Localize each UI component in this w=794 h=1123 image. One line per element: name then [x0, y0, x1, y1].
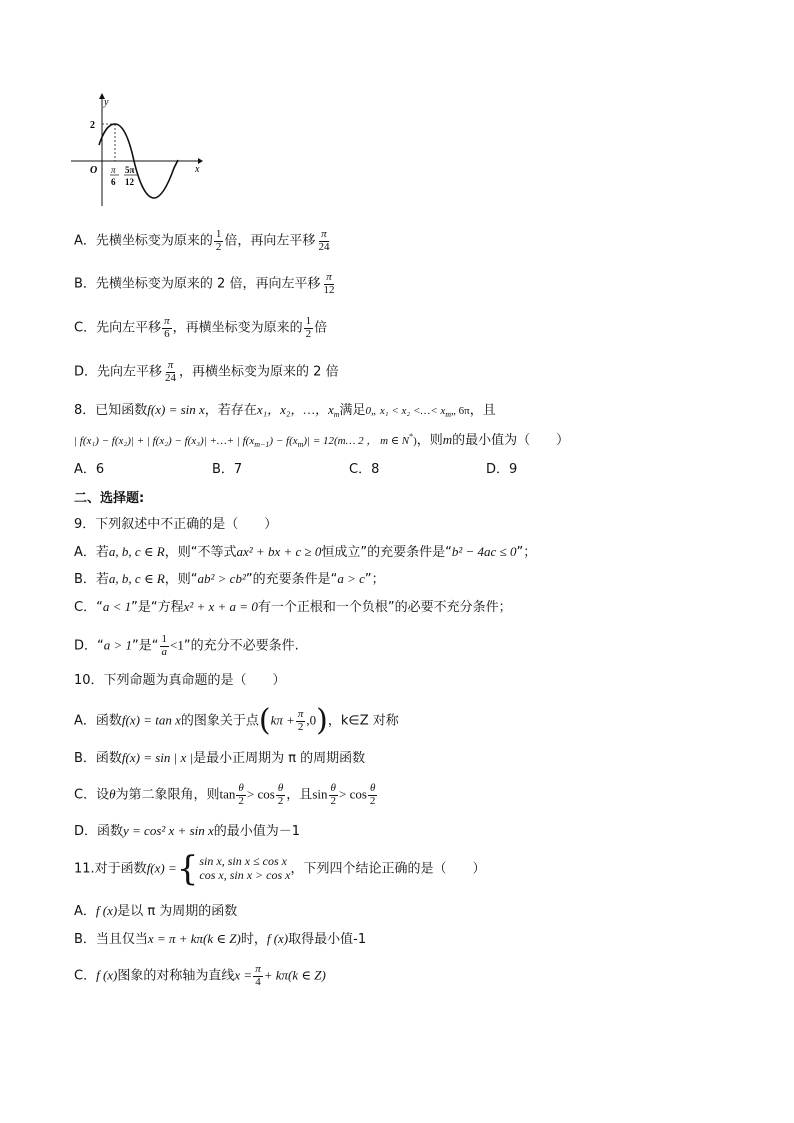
fraction: $\frac{1}{a}$ — [161, 633, 168, 658]
q8-stem-line1: 8．已知函数f(x) = sin x，若存在x₁，x₂，…，$x_m$满足0„ x₁ < x₂ <…< $x_m„$ 6π，且 — [74, 402, 496, 419]
q10-option-b: B．函数f(x) = sin | x |是最小正周期为 π 的周期函数 — [74, 750, 366, 766]
graph-x-tick2-den: 12 — [125, 177, 134, 187]
q8-option-c: C．8 — [349, 462, 380, 477]
graph-x-tick1-den: 6 — [111, 177, 116, 187]
fraction: $\frac{\pi}{6}$ — [164, 315, 170, 340]
graph-x-label: x — [195, 164, 200, 175]
q8-option-d: D．9 — [486, 462, 518, 477]
q7-option-c: C．先向左平移 $\frac{\pi}{6}$ ，再横坐标变为原来的 $\frac{1}{2}$ 倍 — [74, 315, 328, 340]
q9-option-a: A．若a, b, c ∈ R，则“不等式ax² + bx + c ≥ 0恒成立”的充要条件是“b² − 4ac ≤ 0”； — [74, 544, 537, 560]
fraction: $\frac{\pi}{2}$ — [297, 707, 304, 733]
q7-option-b: B．先横坐标变为原来的 2 倍，再向左平移 $\frac{\pi}{12}$ — [74, 271, 335, 296]
fraction: $\frac{\theta}{2}$ — [238, 782, 244, 807]
fraction: $\frac{1}{2}$ — [215, 228, 222, 253]
graph-x-tick1-num: π — [111, 165, 116, 175]
fraction: $\frac{\theta}{2}$ — [369, 782, 376, 807]
q8-option-b: B．7 — [212, 462, 243, 477]
q10-option-c: C．设θ为第二象限角，则tan $\frac{\theta}{2}$ > cos $\frac{\theta}{2}$ ，且sin $\frac{\theta}{2}$ > cos $\frac{\theta}{2}$ — [74, 782, 376, 807]
q9-option-b: B．若a, b, c ∈ R，则“ab² > cb²”的充要条件是“a > c”； — [74, 571, 385, 587]
fraction: $\frac{\pi}{24}$ — [318, 228, 330, 253]
graph-x-tick2-num: 5π — [125, 165, 135, 175]
q8-option-a: A．6 — [74, 462, 105, 477]
q11-option-b: B．当且仅当x = π + kπ(k ∈ Z)时，f (x)取得最小值-1 — [74, 931, 367, 947]
graph-y-tick: 2 — [90, 120, 95, 131]
q10-option-a: A．函数f(x) = tan x的图象关于点(kπ + $\frac{\pi}{2}$ ,0)，k∈Z 对称 — [74, 703, 399, 738]
q11-option-c: C．f (x)图象的对称轴为直线x = $\frac{\pi}{4}$ + kπ(k ∈ Z) — [74, 963, 326, 988]
fraction: $\frac{\theta}{2}$ — [277, 782, 284, 807]
section-heading: 二、选择题: — [74, 491, 145, 506]
q9-stem: 9．下列叙述中不正确的是（ ） — [74, 517, 278, 532]
q9-option-d: D．“a > 1”是“ $\frac{1}{a}$ <1”的充分不必要条件. — [74, 633, 299, 658]
fraction: $\frac{\theta}{2}$ — [330, 782, 336, 807]
graph-y-label: y — [104, 97, 109, 108]
fraction: $\frac{\pi}{4}$ — [255, 963, 261, 988]
q7-option-a: A．先横坐标变为原来的 $\frac{1}{2}$ 倍，再向左平移 $\frac{\pi}{24}$ — [74, 228, 330, 253]
fraction: $\frac{\pi}{12}$ — [323, 271, 335, 296]
q10-option-d: D．函数y = cos² x + sin x的最小值为－1 — [74, 823, 301, 839]
fraction: $\frac{1}{2}$ — [305, 315, 312, 340]
q10-stem: 10．下列命题为真命题的是（ ） — [74, 673, 286, 688]
q8-stem-line2: | f(x₁) − f(x₂)| + | f(x₂) − f(x₃)| +…+ | $f(x_{m-1}) - f(x_m)|$ = 12(m… 2 ， m ∈ N*)，则m的最小值为（ ） — [74, 432, 570, 449]
fraction: $\frac{\pi}{24}$ — [165, 359, 177, 384]
graph-origin: O — [90, 165, 98, 176]
q11-stem: 11.对于函数f(x) = { sin x, sin x ≤ cos x cos x, sin x > cos x ，下列四个结论正确的是（ ） — [74, 849, 486, 889]
q9-option-c: C．“a < 1”是“方程x² + x + a = 0有一个正根和一个负根”的必要不充分条件； — [74, 599, 512, 615]
sine-graph — [66, 90, 206, 212]
q11-option-a: A．f (x)是以 π 为周期的函数 — [74, 903, 238, 919]
q7-option-d: D．先向左平移 $\frac{\pi}{24}$ ，再横坐标变为原来的 2 倍 — [74, 359, 339, 384]
